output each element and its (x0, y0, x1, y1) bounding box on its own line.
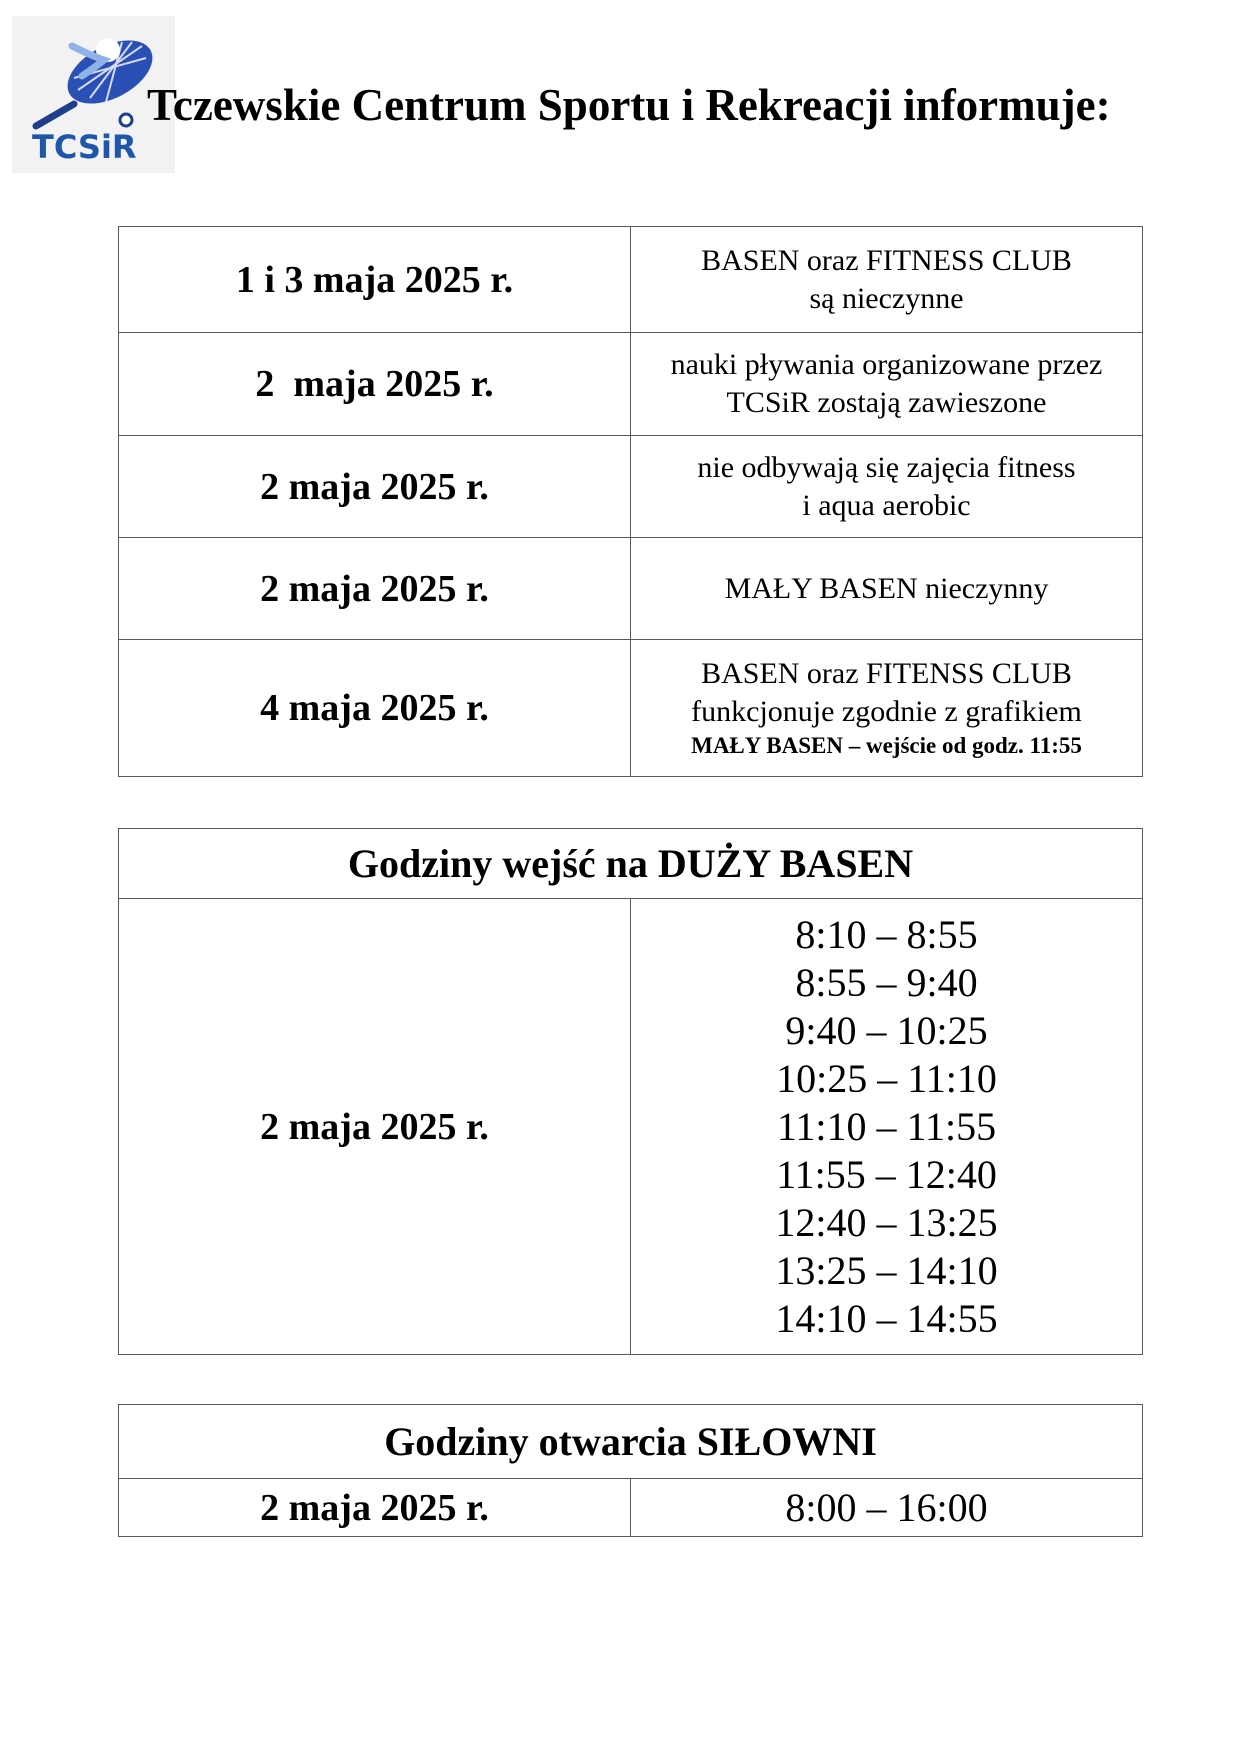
notice-info (631, 640, 1143, 777)
notice-line: MAŁY BASEN nieczynny (724, 571, 1049, 605)
pool-times (631, 899, 1143, 1355)
pool-hours-title: Godziny wejść na DUŻY BASEN (119, 829, 1143, 899)
notice-info (631, 436, 1143, 538)
pool-date: 2 maja 2025 r. (119, 899, 631, 1355)
time-slot: 9:40 – 10:25 (785, 1007, 988, 1053)
notice-row (119, 227, 1143, 333)
pool-hours-table (118, 828, 1143, 1355)
notice-row (119, 333, 1143, 436)
notice-row (119, 640, 1143, 777)
notice-line: nauki pływania organizowane przez (670, 348, 1103, 381)
pool-hours-row (119, 899, 1143, 1355)
gym-hours-table (118, 1404, 1143, 1537)
notices-table (118, 226, 1143, 777)
gym-header-row (119, 1405, 1143, 1479)
logo-wordmark: TCSiR (32, 128, 137, 166)
time-slot: 11:55 – 12:40 (776, 1151, 997, 1197)
notice-date: 1 i 3 maja 2025 r. (119, 227, 631, 333)
notice-date: 2 maja 2025 r. (119, 333, 631, 436)
time-slot: 8:10 – 8:55 (795, 911, 978, 957)
notice-line: są nieczynne (809, 281, 964, 315)
notice-small-line: MAŁY BASEN – wejście od godz. 11:55 (691, 733, 1082, 758)
notice-line: nie odbywają się zajęcia fitness (697, 450, 1076, 484)
time-slot: 14:10 – 14:55 (775, 1295, 998, 1341)
notice-line: i aqua aerobic (802, 488, 971, 522)
pool-header-row (119, 829, 1143, 899)
gym-hours: 8:00 – 16:00 (631, 1479, 1143, 1537)
notice-date: 2 maja 2025 r. (119, 538, 631, 640)
notice-info (631, 227, 1143, 333)
page-title: Tczewskie Centrum Sportu i Rekreacji informuje: (147, 80, 1111, 130)
notice-line: BASEN oraz FITNESS CLUB (701, 243, 1072, 277)
notice-info (631, 538, 1143, 640)
notice-line: BASEN oraz FITENSS CLUB (701, 657, 1072, 690)
time-slot: 11:10 – 11:55 (776, 1103, 997, 1149)
notice-line: TCSiR zostają zawieszone (726, 386, 1047, 419)
gym-hours-row (119, 1479, 1143, 1537)
gym-date: 2 maja 2025 r. (119, 1479, 631, 1537)
notice-row (119, 538, 1143, 640)
time-slot: 10:25 – 11:10 (776, 1055, 997, 1101)
time-slot: 12:40 – 13:25 (775, 1199, 998, 1245)
notice-line: funkcjonuje zgodnie z grafikiem (691, 695, 1082, 728)
notice-row (119, 436, 1143, 538)
notice-date: 4 maja 2025 r. (119, 640, 631, 777)
notice-date: 2 maja 2025 r. (119, 436, 631, 538)
time-slot: 13:25 – 14:10 (775, 1247, 998, 1293)
notice-info (631, 333, 1143, 436)
gym-hours-title: Godziny otwarcia SIŁOWNI (119, 1405, 1143, 1479)
time-slot: 8:55 – 9:40 (795, 959, 978, 1005)
